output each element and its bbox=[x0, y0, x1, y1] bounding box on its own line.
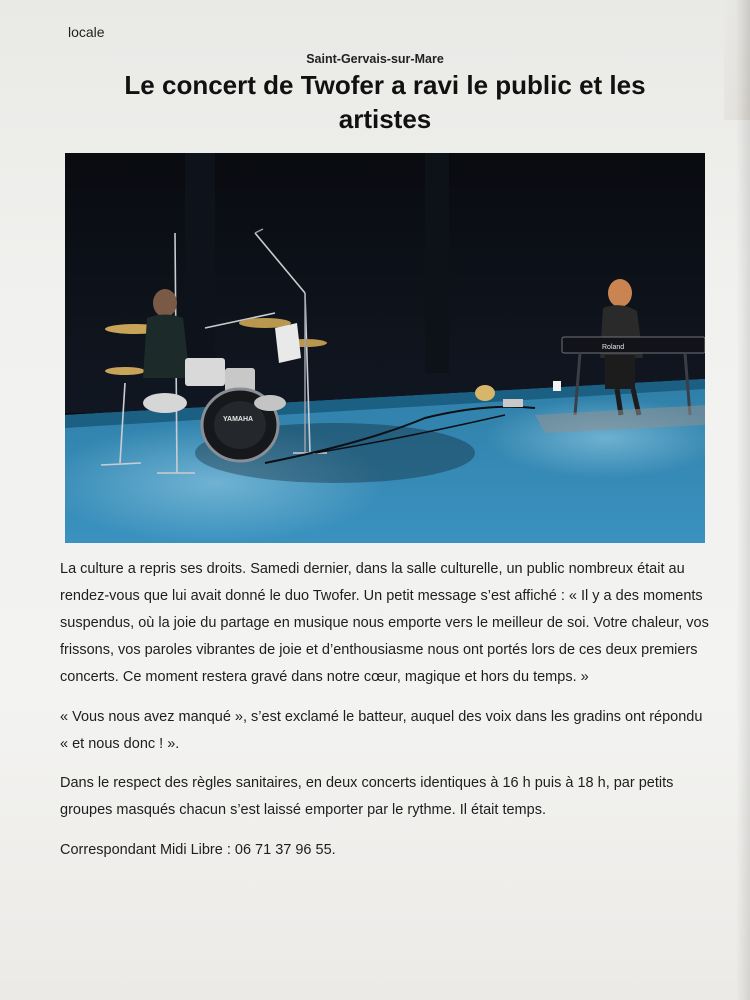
article-kicker: Saint-Gervais-sur-Mare bbox=[306, 52, 444, 66]
keyboard-brand-label: Roland bbox=[602, 344, 625, 351]
section-label: locale bbox=[68, 24, 105, 40]
concert-photo-illustration bbox=[65, 153, 705, 543]
correspondent-contact: Correspondant Midi Libre : 06 71 37 96 55. bbox=[60, 842, 336, 858]
article-paragraph: La culture a repris ses droits. Samedi dernier, dans la salle culturelle, un public nombreux était au rendez-vous que lui avait donné le duo Twofer. Un petit message s’est affiché : « Il y a des moments suspendus, où la joie du partage en musique nous emporte vers le meilleur de soi. Votre chaleur, vos frissons, vos paroles vibrantes de joie et d’enthousiasme nous ont portés lors de ces deux premiers concerts. Ce moment restera gravé dans notre cœur, magique et hors du temps. » bbox=[60, 561, 709, 685]
article-body bbox=[60, 556, 710, 864]
concert-photo bbox=[65, 153, 705, 543]
article-paragraph: Dans le respect des règles sanitaires, en deux concerts identiques à 16 h puis à 18 h, par petits groupes masqués chacun s’est laissé emporter par le rythme. Il était temps. bbox=[60, 775, 674, 818]
article-headline: Le concert de Twofer a ravi le public et les artistes bbox=[124, 70, 646, 134]
article-paragraph: « Vous nous avez manqué », s’est exclamé le batteur, auquel des voix dans les gradins ont répondu « et nous donc ! ». bbox=[60, 709, 703, 752]
drum-brand-label: YAMAHA bbox=[223, 416, 254, 423]
paper-edge-shadow bbox=[736, 0, 750, 1000]
